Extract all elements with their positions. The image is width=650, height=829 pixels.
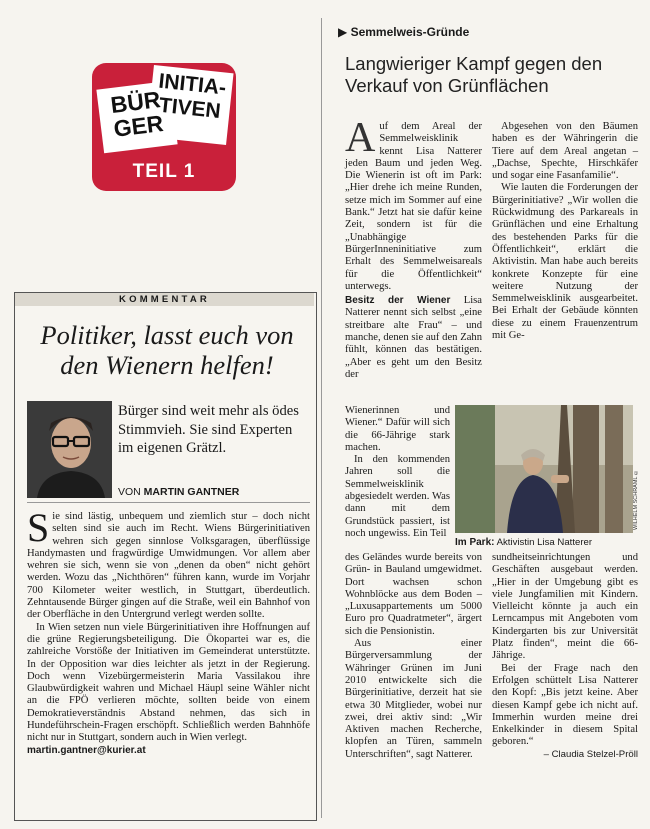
article-photo bbox=[455, 405, 633, 533]
article-kicker bbox=[338, 25, 469, 39]
author-portrait-graphic bbox=[27, 401, 112, 498]
kommentar-divider bbox=[27, 502, 310, 503]
article-signature: – Claudia Stelzel-Pröll bbox=[543, 748, 638, 760]
article-title: Langwieriger Kampf gegen den Verkauf von Grünflächen bbox=[345, 53, 603, 96]
kommentar-dropcap: S bbox=[27, 505, 50, 550]
article-column-1-mid bbox=[345, 405, 450, 540]
author-portrait bbox=[27, 401, 112, 498]
subhead-besitz: Besitz der Wiener bbox=[345, 295, 451, 307]
article-paragraph-6-cont: sundheitseinrichtungen und Geschäften ausgebaut werden. „Hier in der Umgebung gibt es viele Jungfamilien mit Kindern. Vielleicht könnte ja auch ein Lerncampus mit Angeboten vom Kindergarten bis zur Universität Platz finden“, meint die 66-Jährige. bbox=[492, 552, 638, 662]
article-column-1-top bbox=[345, 115, 483, 381]
article-paragraph-1: uf dem Areal der Semmelweisklinik kennt Lisa Natterer jeden Baum und jeden Weg. Die Wienerin ist oft im Park: „Hier drehe ich meine Runden, setze mich im Sommer auf eine Bank.“ Jetzt hat sie dafür keine Zeit, sondern ist für die „Unabhängige BürgerInneninitiative zum Erhalt des Semmelweisareals für die Öffentlichkeit“ unterwegs. bbox=[345, 121, 482, 292]
article-paragraph-6: Wie lauten die Forderungen der Bürgerinitiative? „Wir wollen die Rückwidmung des Parkareals in Grünflächen und eine Erhaltung des bestehenden Parks für die Öffentlichkeit“, erklärt die Aktivistin. Man habe auch bereits konkrete Konzepte für eine weitere Nutzung der Semmelweisklinik ausgearbeitet. Bei Erhalt der Gebäude könnten diese zu einem Frauenzentrum mit Ge- bbox=[492, 182, 638, 342]
article-paragraph-7: Bei der Frage nach den Erfolgen schüttelt Lisa Natterer den Kopf: „Bis jetzt keine. Aber diesen Kampf gebe ich nicht auf. Immerhin wurden meine drei Enkelkinder in diesem Spital geboren.“ bbox=[492, 662, 638, 748]
article-paragraph-3-cont: des Geländes wurde bereits von Grün- in Bauland umgewidmet. Dort wachsen schon Wohnblöcke aus dem Boden – „Luxusappartements um 5000 Euro pro Quadratmeter“, ärgert sich die Pensionistin. bbox=[345, 552, 482, 637]
article-column-2-bottom bbox=[492, 552, 638, 761]
photo-credit: WILHELM SCHRAML © bbox=[633, 469, 639, 530]
article-column-1-bottom bbox=[345, 552, 482, 761]
caption-lead: Im Park: bbox=[455, 537, 495, 548]
photo-caption bbox=[455, 537, 592, 548]
kommentar-title: Politiker, lasst euch von den Wienern helfen! bbox=[40, 320, 294, 380]
kommentar-label: KOMMENTAR bbox=[15, 293, 314, 306]
article-paragraph-5: Abgesehen von den Bäumen haben es der Währingerin die Tiere auf dem Areal angetan – „Dachse, Spechte, Hirschkäfer und sogar eine Fasanfamilie“. bbox=[492, 121, 638, 182]
kicker-text: Semmelweis-Gründe bbox=[350, 25, 470, 39]
kommentar-paragraph-2: In Wien setzen nun viele Bürgerinitiativen ihre Hoffnungen auf die grüne Regierungsbeteiligung. Die Ökopartei war es, die zahlreiche Vorstöße der Initiativen im Gemeinderat unterstützte. In der Opposition war dies leichter als jetzt in der Regierung. Doch wenn Vizebürgermeisterin Maria Vassilakou ihre Glaubwürdigkeit wahren und Michael Häupl seine Wähler nicht an die FPÖ verlieren möchte, sollten beide von einem Demokratieverständnis Abstand nehmen, das sich in Hundeführschein-Fragen erschöpft. Schließlich werden Bahnhöfe nicht nur in Stuttgart, sondern auch in Wien verlegt. bbox=[27, 621, 310, 744]
logo-word-buerger: BÜR GER bbox=[109, 86, 165, 142]
article-paragraph-4: Aus einer Bürgerversammlung der Währinger Grünen im Juni 2010 entwickelte sich die Bürgerinitiative, derzeit hat sie etwa 30 Mitglieder, wobei nur zwei, drei aktiv sind: „Wir Aktiven machen Recherche, klopfen an Türen, sammeln Unterschriften“, sagt Natterer. bbox=[345, 638, 482, 760]
kommentar-subtitle: Bürger sind weit mehr als ödes Stimmvieh. Sie sind Experten im eigenen Grätzl. bbox=[118, 403, 299, 456]
logo-word-initiativen: INITIA-TIVEN bbox=[157, 69, 228, 124]
byline-prefix: VON bbox=[118, 486, 144, 498]
play-triangle-icon: ▶ bbox=[338, 25, 348, 39]
article-paragraph-2: Lisa Natterer nennt sich selbst „eine streitbare alte Frau“ – und manche, denen sie auf den Zahn fühlt, können das bestätigen. „Aber es geht um den Besitz der bbox=[345, 295, 483, 380]
kommentar-byline bbox=[118, 486, 239, 498]
logo-series-label: TEIL 1 bbox=[132, 161, 196, 182]
column-divider bbox=[321, 18, 322, 818]
article-photo-graphic bbox=[455, 405, 633, 533]
caption-text: Aktivistin Lisa Natterer bbox=[494, 537, 593, 548]
kommentar-body bbox=[27, 505, 310, 757]
article-paragraph-3: In den kommenden Jahren soll die Semmelweisklinik abgesiedelt werden. Was dann mit dem Grundstück passiert, ist noch ungewiss. Ein Teil bbox=[345, 454, 450, 539]
author-name: MARTIN GANTNER bbox=[143, 486, 240, 498]
article-paragraph-2-cont: Wienerinnen und Wiener.“ Dafür will sich die 66-Jährige stark machen. bbox=[345, 405, 450, 453]
article-column-2-top bbox=[492, 121, 638, 342]
kommentar-paragraph-1: ie sind lästig, unbequem und ziemlich stur – doch nicht selten sind sie auch im Recht. Wiens Bürgerinitiativen wehren sich gegen sinnlose Volksgaragen, überflüssige Handymasten und fragwürdige Umwidmungen. Vor allem aber wehren sie sich, wenn sie von „denen da oben“ nicht gehört werden. Wozu das „Nichthören“ führen kann, wurde im Vorjahr 700 Kilometer weiter westlich, in Stuttgart, überdeutlich. Zehntausende Bürger gingen auf die Straße, weil ein Bahnhof von der Oberfläche in den Untergrund verlegt werden sollte. bbox=[27, 511, 310, 621]
article-dropcap: A bbox=[345, 115, 376, 161]
author-email[interactable]: martin.gantner@kurier.at bbox=[27, 744, 146, 756]
series-logo bbox=[92, 63, 236, 191]
